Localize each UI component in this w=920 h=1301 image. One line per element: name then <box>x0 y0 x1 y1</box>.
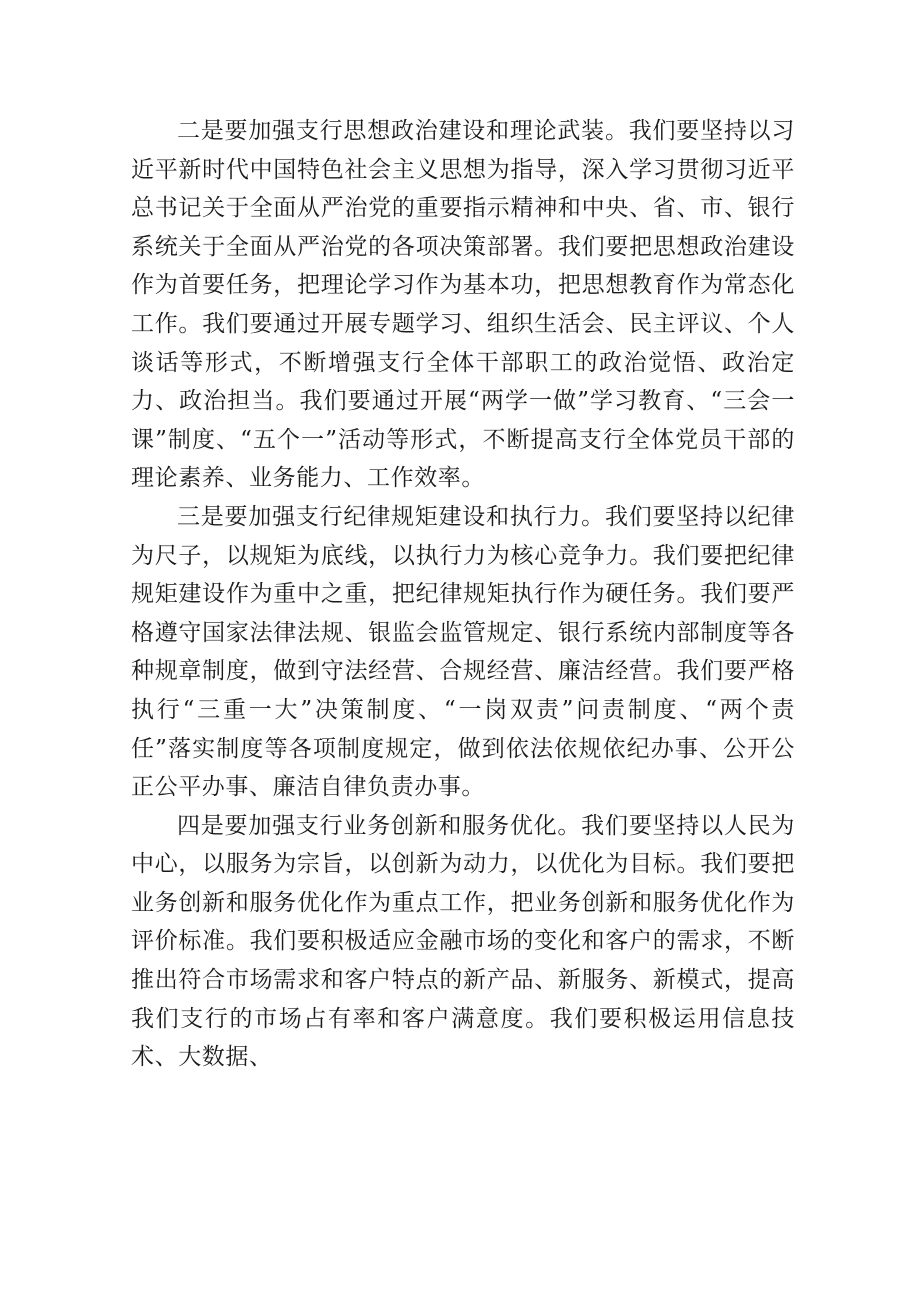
paragraph-ideological-building: 二是要加强支行思想政治建设和理论武装。我们要坚持以习近平新时代中国特色社会主义思想为指导，深入学习贯彻习近平总书记关于全面从严治党的重要指示精神和中央、省、市、银行系统关于全面从严治党的各项决策部署。我们要把思想政治建设作为首要任务，把理论学习作为基本功，把思想教育作为常态化工作。我们要通过开展专题学习、组织生活会、民主评议、个人谈话等形式，不断增强支行全体干部职工的政治觉悟、政治定力、政治担当。我们要通过开展“两学一做”学习教育、“三会一课”制度、“五个一”活动等形式，不断提高支行全体党员干部的理论素养、业务能力、工作效率。 <box>131 118 795 492</box>
paragraph-discipline-building: 三是要加强支行纪律规矩建设和执行力。我们要坚持以纪律为尺子，以规矩为底线，以执行力为核心竞争力。我们要把纪律规矩建设作为重中之重，把纪律规矩执行作为硬任务。我们要严格遵守国家法律法规、银监会监管规定、银行系统内部制度等各种规章制度，做到守法经营、合规经营、廉洁经营。我们要严格执行“三重一大”决策制度、“一岗双责”问责制度、“两个责任”落实制度等各项制度规定，做到依法依规依纪办事、公开公正公平办事、廉洁自律负责办事。 <box>131 503 795 801</box>
paragraph-business-innovation: 四是要加强支行业务创新和服务优化。我们要坚持以人民为中心，以服务为宗旨，以创新为动力，以优化为目标。我们要把业务创新和服务优化作为重点工作，把业务创新和服务优化作为评价标准。我们要积极适应金融市场的变化和客户的需求，不断推出符合市场需求和客户特点的新产品、新服务、新模式，提高我们支行的市场占有率和客户满意度。我们要积极运用信息技术、大数据、 <box>131 812 795 1071</box>
document-body <box>131 112 795 1077</box>
